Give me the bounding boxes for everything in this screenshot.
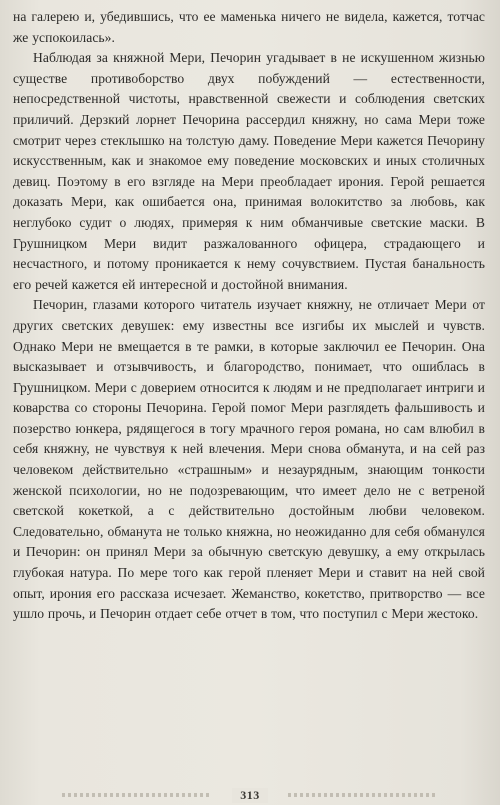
paragraph-pechorin-deception: Печорин, глазами которого читатель изучает княжну, не отличает Мери от других светских девушек: ему известны все изгибы их мыслей и чувств. Однако Мери не вмещается в те рамки, в которые заключил ее Печорин. Она высказывает и отзывчивость, и благородство, понимает, что ошиблась в Грушницком. Мери с доверием относится к людям и не предполагает интриги и коварства со стороны Печорина. Герой помог Мери разглядеть фальшивость и позерство юнкера, рядящегося в тогу мрачного героя романа, но сам влюбил в себя княжну, не чувствуя к ней влечения. Мери снова обманута, и на сей раз человеком действительно «страшным» и незаурядным, знающим тонкости женской психологии, но не подозревающим, что имеет дело не с ветреной светской кокеткой, а с действительно достойным любви человеком. Следовательно, обманута не только княжна, но неожиданно для себя обманулся и Печорин: он принял Мери за обычную светскую девушку, а ему открылась глубокая натура. По мере того как герой пленяет Мери и ставит на ней свой опыт, ирония его рассказа исчезает. Жеманство, кокетство, притворство — все ушло прочь, и Печорин отдает себе отчет в том, что поступил с Мери жестоко. (13, 297, 485, 622)
footer-ornament-left (62, 793, 212, 797)
page-footer (0, 785, 500, 805)
page-number: 313 (232, 788, 268, 803)
paragraph-mary-analysis: Наблюдая за княжной Мери, Печорин угадывает в не искушенном жизнью существе противоборство двух побуждений — естественности, непосредственной чистоты, нравственной свежести и соблюдения светских приличий. Дерзкий лорнет Печорина рассердил княжну, но сама Мери тоже смотрит через стеклышко на толстую даму. Поведение Мери кажется Печорину искусственным, как и знакомое ему поведение московских и иных столичных девиц. Поэтому в его взгляде на Мери преобладает ирония. Герой решается доказать Мери, как ошибается она, принимая волокитство за любовь, как неглубоко судит о людях, примеряя к ним обманчивые светские маски. В Грушницком Мери видит разжалованного офицера, страдающего и несчастного, и потому проникается к нему сочувствием. Пустая банальность его речей кажется ей интересной и достойной внимания. (13, 50, 485, 292)
footer-ornament-right (288, 793, 438, 797)
page-text (13, 7, 485, 625)
paragraph-continuation: на галерею и, убедившись, что ее маменька ничего не видела, кажется, тотчас же успокоилась». (13, 9, 485, 45)
